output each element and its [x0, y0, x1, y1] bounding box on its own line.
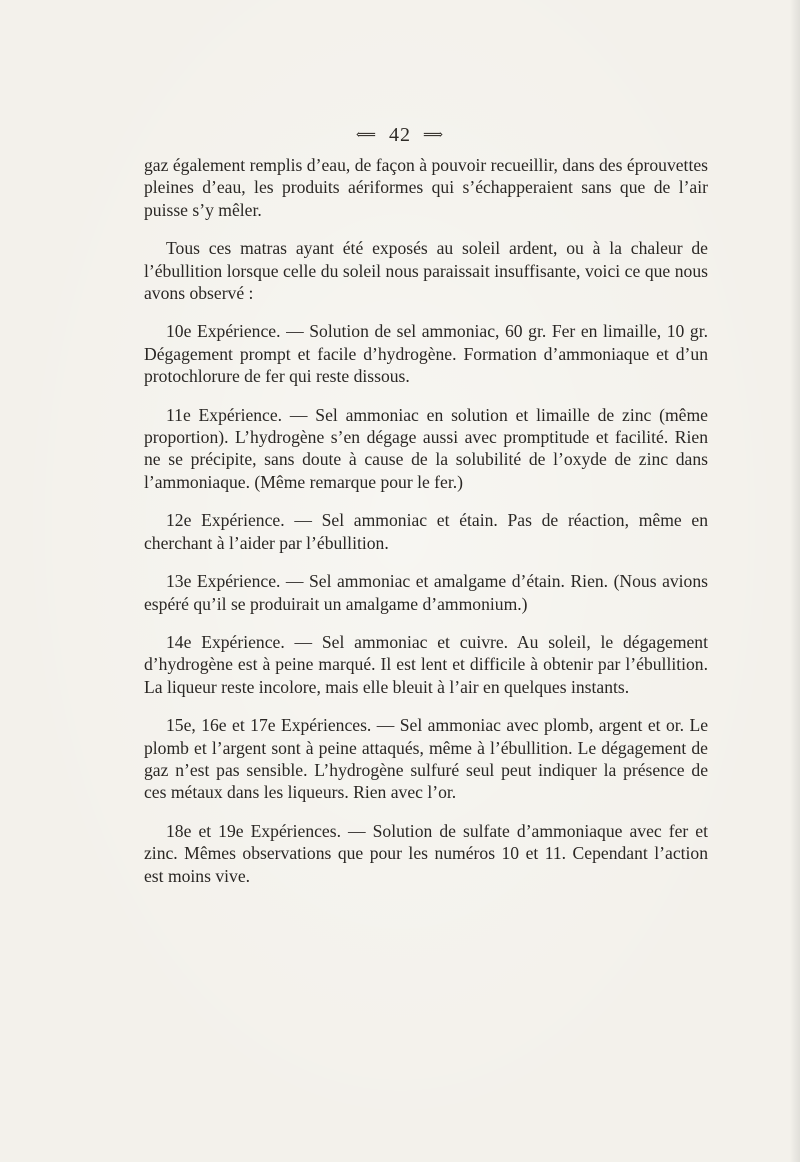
paragraph-experience-14: 14e Expérience. — Sel ammoniac et cuivre. Au soleil, le dégagement d’hydrogène est à peine marqué. Il est lent et difficile à obtenir par l’ébullition. La liqueur reste incolore, mais elle bleuit à l’air en quelques instants.: [144, 631, 708, 697]
paragraph-experience-10: 10e Expérience. — Solution de sel ammoniac, 60 gr. Fer en limaille, 10 gr. Dégagement prompt et facile d’hydrogène. Formation d’ammoniaque et d’un protochlorure de fer qui reste dissous.: [144, 321, 708, 387]
paragraph-continuation: gaz également remplis d’eau, de façon à pouvoir recueillir, dans des éprouvettes pleines d’eau, les produits aériformes qui s’échapperaient sans que de l’air puisse s’y mêler.: [144, 155, 708, 220]
page-header: [0, 124, 800, 147]
body-text: [144, 154, 708, 903]
paragraph-experiences-15-17: 15e, 16e et 17e Expériences. — Sel ammoniac avec plomb, argent et or. Le plomb et l’argent sont à peine attaqués, même à l’ébullition. Le dégagement de gaz n’est pas sensible. L’hydrogène sulfuré seul peut indiquer la présence de ces métaux dans les liqueurs. Rien avec l’or.: [144, 715, 708, 803]
paragraph-experience-13: 13e Expérience. — Sel ammoniac et amalgame d’étain. Rien. (Nous avions espéré qu’il se produirait un amalgame d’ammonium.): [144, 571, 708, 614]
ornament-left-icon: ⟸: [355, 128, 377, 143]
paragraph-experiences-18-19: 18e et 19e Expériences. — Solution de sulfate d’ammoniaque avec fer et zinc. Mêmes observations que pour les numéros 10 et 11. Cependant l’action est moins vive.: [144, 820, 708, 886]
page-number: 42: [389, 124, 411, 146]
paragraph-experience-11: 11e Expérience. — Sel ammoniac en solution et limaille de zinc (même proportion). L’hydrogène s’en dégage aussi avec promptitude et facilité. Rien ne se précipite, sans doute à cause de la solubilité de l’oxyde de zinc dans l’ammoniaque. (Même remarque pour le fer.): [144, 404, 708, 492]
paragraph-experience-12: 12e Expérience. — Sel ammoniac et étain. Pas de réaction, même en cherchant à l’aider par l’ébullition.: [144, 510, 708, 553]
page-edge-shadow: [790, 0, 800, 1162]
paragraph-observations-intro: Tous ces matras ayant été exposés au soleil ardent, ou à la chaleur de l’ébullition lorsque celle du soleil nous paraissait insuffisante, voici ce que nous avons observé :: [144, 238, 708, 304]
ornament-right-icon: ⟹: [423, 128, 445, 143]
